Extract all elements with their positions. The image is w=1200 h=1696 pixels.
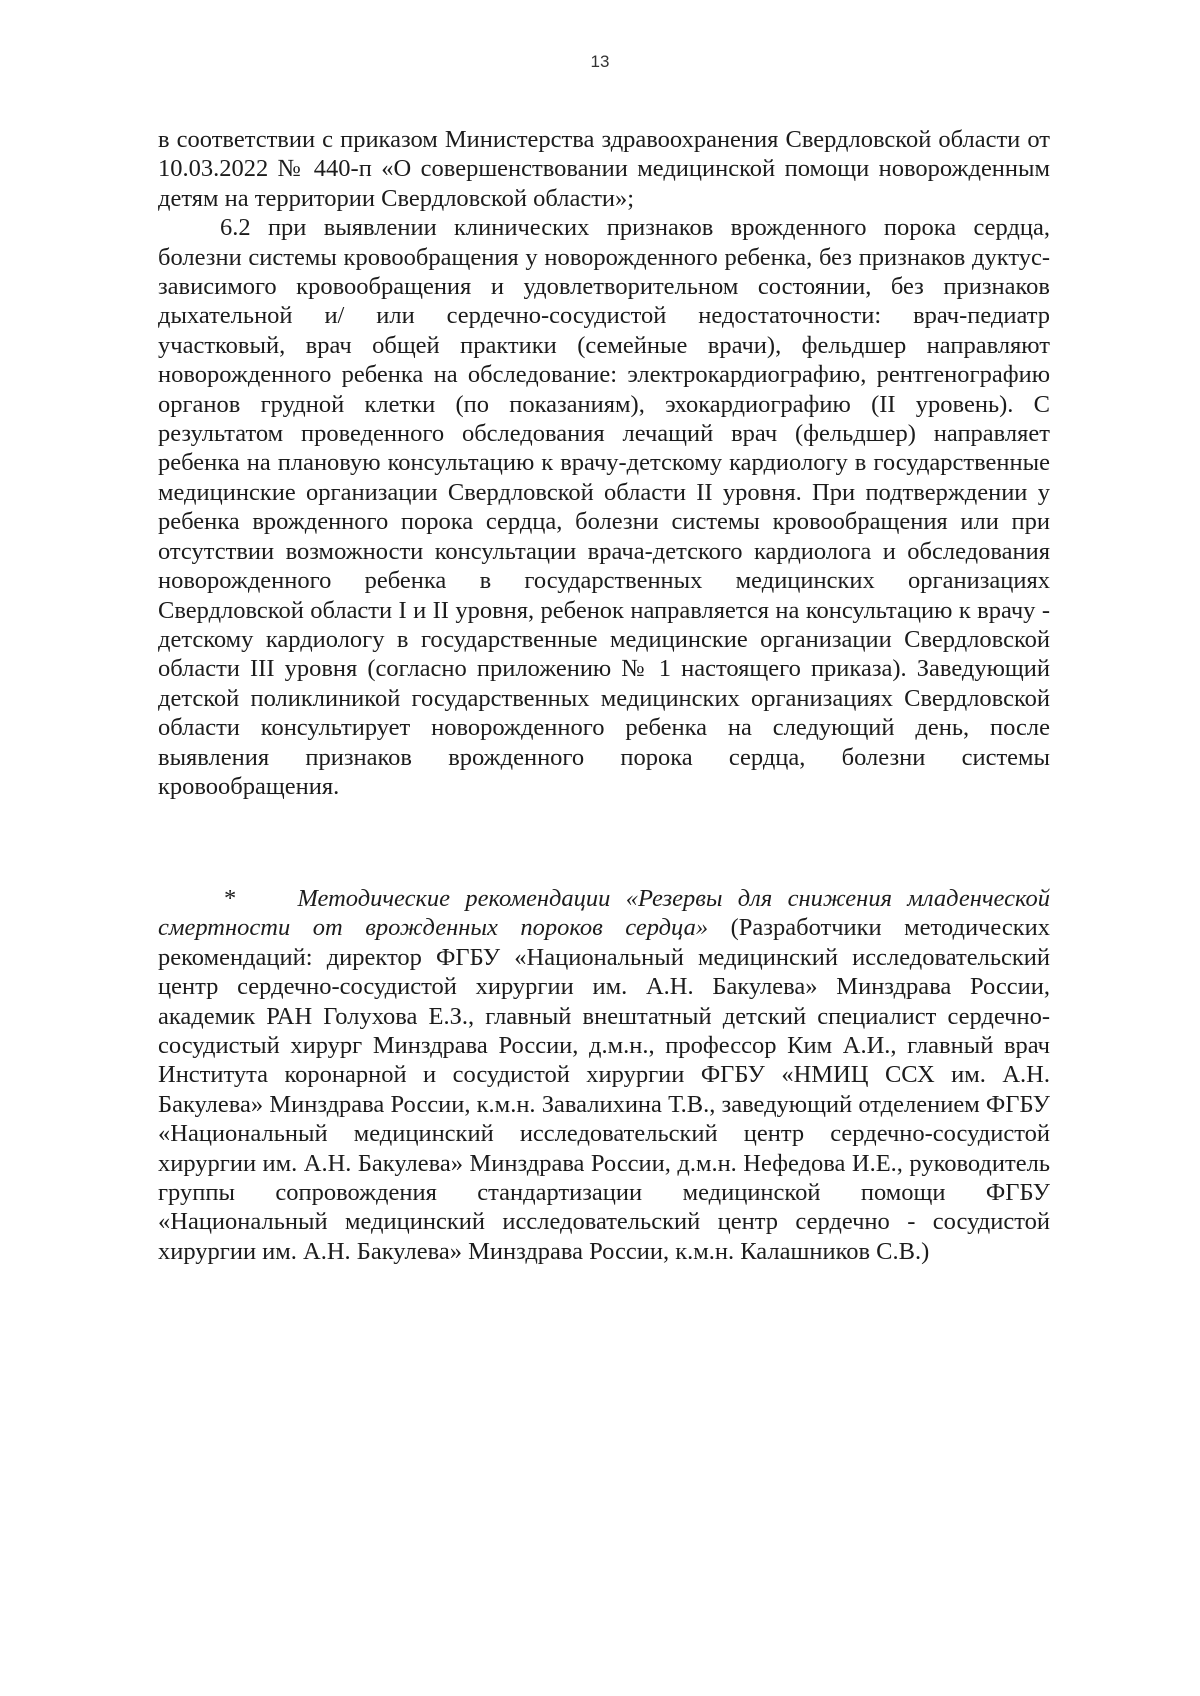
paragraph-continuation: в соответствии с приказом Министерства здравоохранения Свердловской области от 10.03.2022 № 440-п «О совершенствовании медицинской помощи новорожденным детям на территории Свердловской области»; [158,126,1050,212]
footnote [158,884,1050,1266]
main-text [158,125,1050,801]
footnote-marker: * [224,885,237,912]
footnote-title: Методические рекомендации «Резервы для снижения младенческой смертности от врожденных пороков сердца» [158,885,1051,942]
paragraph-6-2: 6.2 при выявлении клинических признаков врожденного порока сердца, болезни системы кровообращения у новорожденного ребенка, без признаков дуктус-зависимого кровообращения и удовлетворительном состоянии, без признаков дыхательной и/ или сердечно-сосудистой недостаточности: врач-педиатр участковый, врач общей практики (семейные врачи), фельдшер направляют новорожденного ребенка на обследование: электрокардиографию, рентгенографию органов грудной клетки (по показаниям), эхокардиографию (II уровень). С результатом проведенного обследования лечащий врач (фельдшер) направляет ребенка на плановую консультацию к врачу-детскому кардиологу в государственные медицинские организации Свердловской области II уровня. При подтверждении у ребенка врожденного порока сердца, болезни системы кровообращения или при отсутствии возможности консультации врача-детского кардиолога и обследования новорожденного ребенка в государственных медицинских организациях Свердловской области I и II уровня, ребенок направляется на консультацию к врачу - детскому кардиологу в государственные медицинские организации Свердловской области III уровня (согласно приложению № 1 настоящего приказа). Заведующий детской поликлиникой государственных медицинских организациях Свердловской области консультирует новорожденного ребенка на следующий день, после выявления признаков врожденного порока сердца, болезни системы кровообращения. [158,214,1050,800]
footnote-developers: (Разработчики методических рекомендаций: директор ФГБУ «Национальный медицинский исследовательский центр сердечно-сосудистой хирургии им. А.Н. Бакулева» Минздрава России, академик РАН Голухова Е.З., главный внештатный детский специалист сердечно-сосудистый хирург Минздрава России, д.м.н., профессор Ким А.И., главный врач Института коронарной и сосудистой хирургии ФГБУ «НМИЦ ССХ им. А.Н. Бакулева» Минздрава России, к.м.н. Завалихина Т.В., заведующий отделением ФГБУ «Национальный медицинский исследовательский центр сердечно-сосудистой хирургии им. А.Н. Бакулева» Минздрава России, д.м.н. Нефедова И.Е., руководитель группы сопровождения стандартизации медицинской помощи ФГБУ «Национальный медицинский исследовательский центр сердечно - сосудистой хирургии им. А.Н. Бакулева» Минздрава России, к.м.н. Калашников С.В.) [158,914,1050,1265]
footnote-paragraph [158,884,1050,1266]
page-number: 13 [590,52,610,71]
